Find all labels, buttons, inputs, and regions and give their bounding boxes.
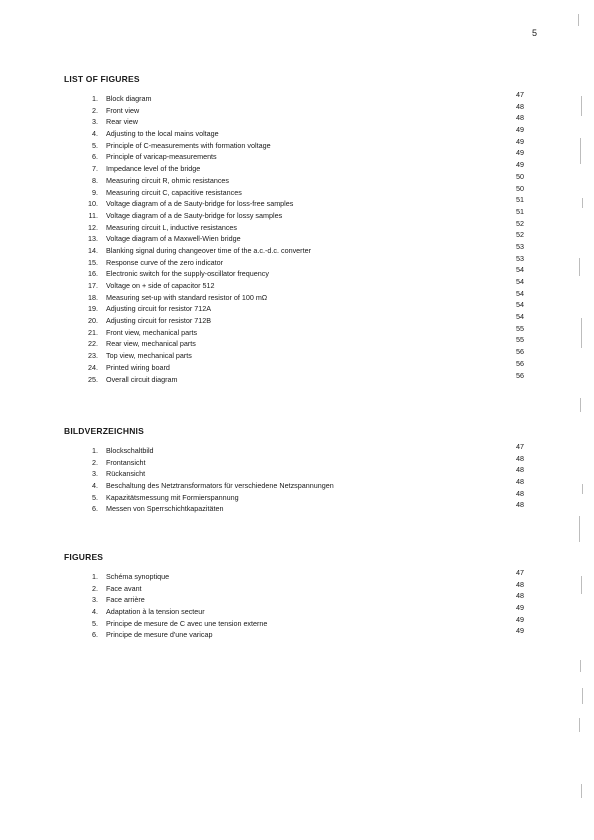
item-label: Blanking signal during changeover time of the a.c.-d.c. converter <box>106 245 311 255</box>
item-label: Principe de mesure d'une varicap <box>106 630 213 640</box>
item-page: 48 <box>516 579 524 589</box>
section-title: LIST OF FIGURES <box>64 74 140 84</box>
item-number: 5. <box>92 492 98 502</box>
list-item <box>64 277 534 292</box>
item-page: 50 <box>516 171 524 181</box>
item-number: 8. <box>92 175 98 185</box>
item-page: 55 <box>516 323 524 333</box>
item-label: Adaptation à la tension secteur <box>106 607 205 617</box>
list-item <box>64 614 534 630</box>
item-label: Electronic switch for the supply-oscillator frequency <box>106 269 269 279</box>
item-page: 47 <box>516 568 524 577</box>
section-list-of-figures <box>64 74 534 385</box>
list-item <box>64 90 534 105</box>
item-number: 1. <box>92 446 98 455</box>
item-label: Principle of C-measurements with formation voltage <box>106 140 271 150</box>
item-page: 55 <box>516 335 524 345</box>
figure-list <box>64 568 534 641</box>
list-item <box>64 230 534 245</box>
item-label: Voltage diagram of a Maxwell-Wien bridge <box>106 234 241 244</box>
item-number: 4. <box>92 481 98 491</box>
page-number: 5 <box>532 28 538 38</box>
list-item <box>64 579 534 595</box>
list-item <box>64 477 534 492</box>
list-item <box>64 312 534 327</box>
item-page: 54 <box>516 288 524 298</box>
list-item <box>64 160 534 175</box>
item-page: 54 <box>516 312 524 322</box>
item-label: Rückansicht <box>106 469 146 479</box>
list-item <box>64 626 534 641</box>
item-number: 18. <box>88 292 98 302</box>
item-label: Voltage on + side of capacitor 512 <box>106 281 215 290</box>
item-number: 22. <box>88 339 98 349</box>
item-label: Voltage diagram of a de Sauty-bridge for loss-free samples <box>106 199 294 209</box>
item-number: 20. <box>88 316 98 326</box>
item-label: Principe de mesure de C avec une tension externe <box>106 618 268 628</box>
list-item <box>64 603 534 618</box>
item-number: 6. <box>92 630 98 640</box>
list-item <box>64 136 534 152</box>
item-label: Printed wiring board <box>106 362 170 372</box>
item-label: Adjusting circuit for resistor 712A <box>106 304 212 314</box>
item-number: 24. <box>88 362 98 372</box>
item-number: 2. <box>92 583 98 593</box>
item-page: 49 <box>516 136 524 146</box>
item-label: Overall circuit diagram <box>106 374 178 384</box>
list-item <box>64 300 534 315</box>
item-label: Impedance level of the bridge <box>106 164 201 174</box>
item-number: 10. <box>88 199 98 209</box>
list-item <box>64 347 534 362</box>
item-number: 2. <box>92 457 98 467</box>
item-page: 48 <box>516 488 524 498</box>
item-label: Measuring set-up with standard resistor of 100 mΩ <box>106 292 268 302</box>
list-item <box>64 265 534 280</box>
item-number: 5. <box>92 140 98 150</box>
item-page: 48 <box>516 453 524 463</box>
item-number: 5. <box>92 618 98 628</box>
item-page: 53 <box>516 241 524 251</box>
item-page: 50 <box>516 183 524 193</box>
section-title: FIGURES <box>64 552 104 562</box>
item-label: Front view, mechanical parts <box>106 327 198 337</box>
list-item <box>64 183 534 199</box>
item-number: 17. <box>88 281 98 290</box>
item-page: 56 <box>516 370 524 380</box>
item-number: 1. <box>92 94 98 103</box>
item-number: 19. <box>88 304 98 314</box>
item-number: 1. <box>92 572 98 581</box>
item-number: 3. <box>92 469 98 479</box>
item-page: 56 <box>516 358 524 368</box>
item-label: Adjusting circuit for resistor 712B <box>106 316 212 326</box>
item-number: 3. <box>92 117 98 127</box>
list-item <box>64 335 534 350</box>
list-item <box>64 488 534 504</box>
item-number: 6. <box>92 504 98 514</box>
list-item <box>64 148 534 163</box>
item-page: 51 <box>516 206 524 216</box>
item-label: Messen von Sperrschichtkapazitäten <box>106 504 224 514</box>
item-page: 49 <box>516 626 524 636</box>
item-label: Beschaltung des Netztransformators für verschiedene Netzspannungen <box>106 481 334 491</box>
list-item <box>64 453 534 469</box>
item-number: 3. <box>92 595 98 605</box>
item-label: Measuring circuit R, ohmic resistances <box>106 175 230 185</box>
item-label: Adjusting to the local mains voltage <box>106 129 219 139</box>
item-page: 54 <box>516 277 524 286</box>
item-number: 16. <box>88 269 98 279</box>
item-page: 49 <box>516 160 524 170</box>
list-item <box>64 253 534 269</box>
list-item <box>64 358 534 374</box>
item-number: 13. <box>88 234 98 244</box>
list-item <box>64 568 534 583</box>
section-figures <box>64 552 534 641</box>
list-item <box>64 370 534 386</box>
item-label: Voltage diagram of a de Sauty-bridge for lossy samples <box>106 210 283 220</box>
item-label: Response curve of the zero indicator <box>106 257 224 267</box>
item-page: 48 <box>516 113 524 123</box>
item-page: 49 <box>516 125 524 135</box>
item-label: Front view <box>106 105 140 115</box>
list-item <box>64 591 534 606</box>
item-page: 56 <box>516 347 524 357</box>
item-page: 47 <box>516 442 524 451</box>
list-item <box>64 288 534 304</box>
item-page: 49 <box>516 603 524 613</box>
item-page: 49 <box>516 614 524 624</box>
item-page: 48 <box>516 477 524 487</box>
item-page: 49 <box>516 148 524 158</box>
item-number: 4. <box>92 607 98 617</box>
figure-list <box>64 90 534 385</box>
list-item <box>64 500 534 515</box>
item-page: 48 <box>516 101 524 111</box>
item-page: 54 <box>516 265 524 275</box>
section-title: BILDVERZEICHNIS <box>64 426 144 436</box>
item-number: 12. <box>88 222 98 232</box>
item-number: 25. <box>88 374 98 384</box>
list-item <box>64 442 534 457</box>
scan-margin-marks <box>578 0 588 840</box>
item-number: 6. <box>92 152 98 162</box>
figure-list <box>64 442 534 515</box>
item-number: 11. <box>88 210 98 220</box>
item-label: Kapazitätsmessung mit Formierspannung <box>106 492 239 502</box>
item-number: 15. <box>88 257 98 267</box>
list-item <box>64 195 534 210</box>
item-label: Blockschaltbild <box>106 446 154 455</box>
item-number: 7. <box>92 164 98 174</box>
list-item <box>64 113 534 128</box>
list-item <box>64 465 534 480</box>
item-number: 23. <box>88 351 98 361</box>
item-label: Schéma synoptique <box>106 572 170 581</box>
item-number: 2. <box>92 105 98 115</box>
item-page: 52 <box>516 218 524 228</box>
item-page: 47 <box>516 90 524 99</box>
list-item <box>64 101 534 117</box>
item-label: Rear view <box>106 117 138 127</box>
item-label: Measuring circuit L, inductive resistances <box>106 222 238 232</box>
item-label: Face arrière <box>106 595 145 605</box>
item-page: 48 <box>516 465 524 475</box>
list-item <box>64 241 534 257</box>
item-number: 4. <box>92 129 98 139</box>
list-item <box>64 171 534 187</box>
item-label: Block diagram <box>106 94 152 103</box>
item-number: 21. <box>88 327 98 337</box>
item-page: 53 <box>516 253 524 263</box>
item-label: Rear view, mechanical parts <box>106 339 196 349</box>
list-item <box>64 323 534 339</box>
item-page: 54 <box>516 300 524 310</box>
list-item <box>64 206 534 222</box>
item-label: Frontansicht <box>106 457 146 467</box>
item-page: 48 <box>516 591 524 601</box>
item-page: 51 <box>516 195 524 205</box>
item-label: Measuring circuit C, capacitive resistances <box>106 187 242 197</box>
section-bildverzeichnis <box>64 426 534 515</box>
list-item <box>64 218 534 234</box>
item-label: Face avant <box>106 583 142 593</box>
item-label: Top view, mechanical parts <box>106 351 192 361</box>
item-number: 14. <box>88 245 98 255</box>
list-item <box>64 125 534 140</box>
item-page: 48 <box>516 500 524 510</box>
item-number: 9. <box>92 187 98 197</box>
item-label: Principle of varicap-measurements <box>106 152 217 162</box>
item-page: 52 <box>516 230 524 240</box>
